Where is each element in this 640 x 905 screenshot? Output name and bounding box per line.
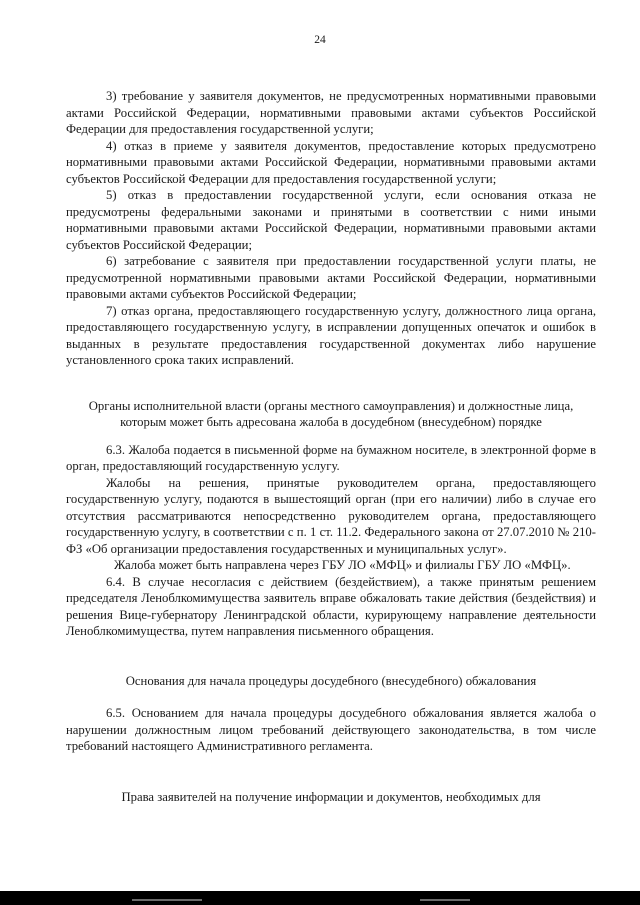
document-body	[66, 88, 596, 805]
section-heading-grounds: Основания для начала процедуры досудебного (внесудебного) обжалования	[125, 673, 537, 688]
list-item-5: 5) отказ в предоставлении государственной услуги, если основания отказа не предусмотрены федеральными законами и принятыми в соответствии с ними иными нормативными правовыми актами Российской Федерации, нормативными правовыми актами субъектов Российской Федерации;	[66, 188, 596, 252]
paragraph-6-3: 6.3. Жалоба подается в письменной форме на бумажном носителе, в электронной форме в орган, предоставляющий государственную услугу.	[66, 442, 596, 473]
section-heading-applicant-rights: Права заявителей на получение информации и документов, необходимых для	[121, 789, 541, 804]
paragraph-6-4: 6.4. В случае несогласия с действием (бездействием), а также принятым решением председателя Леноблкомимущества заявитель вправе обжаловать такие действия (бездействия) и решения Вице-губернатору Ленинградской области, курирующему направление деятельности Леноблкомимущества, путем направления письменного обращения.	[66, 574, 596, 638]
list-item-4: 4) отказ в приеме у заявителя документов, предоставление которых предусмотрено нормативными правовыми актами Российской Федерации, нормативными правовыми актами субъектов Российской Федерации для предоставления государственной услуги;	[66, 138, 596, 186]
scan-bottom-edge	[0, 891, 640, 905]
paragraph-mfc: Жалоба может быть направлена через ГБУ ЛО «МФЦ» и филиалы ГБУ ЛО «МФЦ».	[114, 558, 571, 572]
list-item-3: 3) требование у заявителя документов, не предусмотренных нормативными правовыми актами Российской Федерации, нормативными правовыми актами субъектов Российской Федерации для предоставления государственной услуги;	[66, 89, 596, 136]
page-number: 24	[314, 34, 326, 46]
paragraph-6-5: 6.5. Основанием для начала процедуры досудебного обжалования является жалоба о нарушении должностным лицом требований действующего законодательства, в том числе требований настоящего Административного регламента.	[66, 706, 596, 753]
list-item-7: 7) отказ органа, предоставляющего государственную услугу, должностного лица органа, предоставляющего государственную услугу, в исправлении допущенных опечаток и ошибок в выданных в результате предоставления государственной документах либо нарушение установленного срока таких исправлений.	[66, 303, 596, 367]
paragraph-complaints-decisions: Жалобы на решения, принятые руководителем органа, предоставляющего государственную услугу, подаются в вышестоящий орган (при его наличии) либо в случае его отсутствия рассматриваются непосредственно руководителем органа, предоставляющего государственную услугу, в соответствии с п. 1 ст. 11.2. Федерального закона от 27.07.2010 № 210-ФЗ «Об организации предоставления государственных и муниципальных услуг».	[66, 475, 596, 556]
list-item-6: 6) затребование с заявителя при предоставлении государственной услуги платы, не предусмотренной нормативными правовыми актами Российской Федерации, нормативными правовыми актами субъектов Российской Федерации;	[66, 254, 596, 301]
section-heading-complaint-bodies: Органы исполнительной власти (органы местного самоуправления) и должностные лица, которым может быть адресована жалоба в досудебном (внесудебном) порядке	[88, 398, 574, 429]
